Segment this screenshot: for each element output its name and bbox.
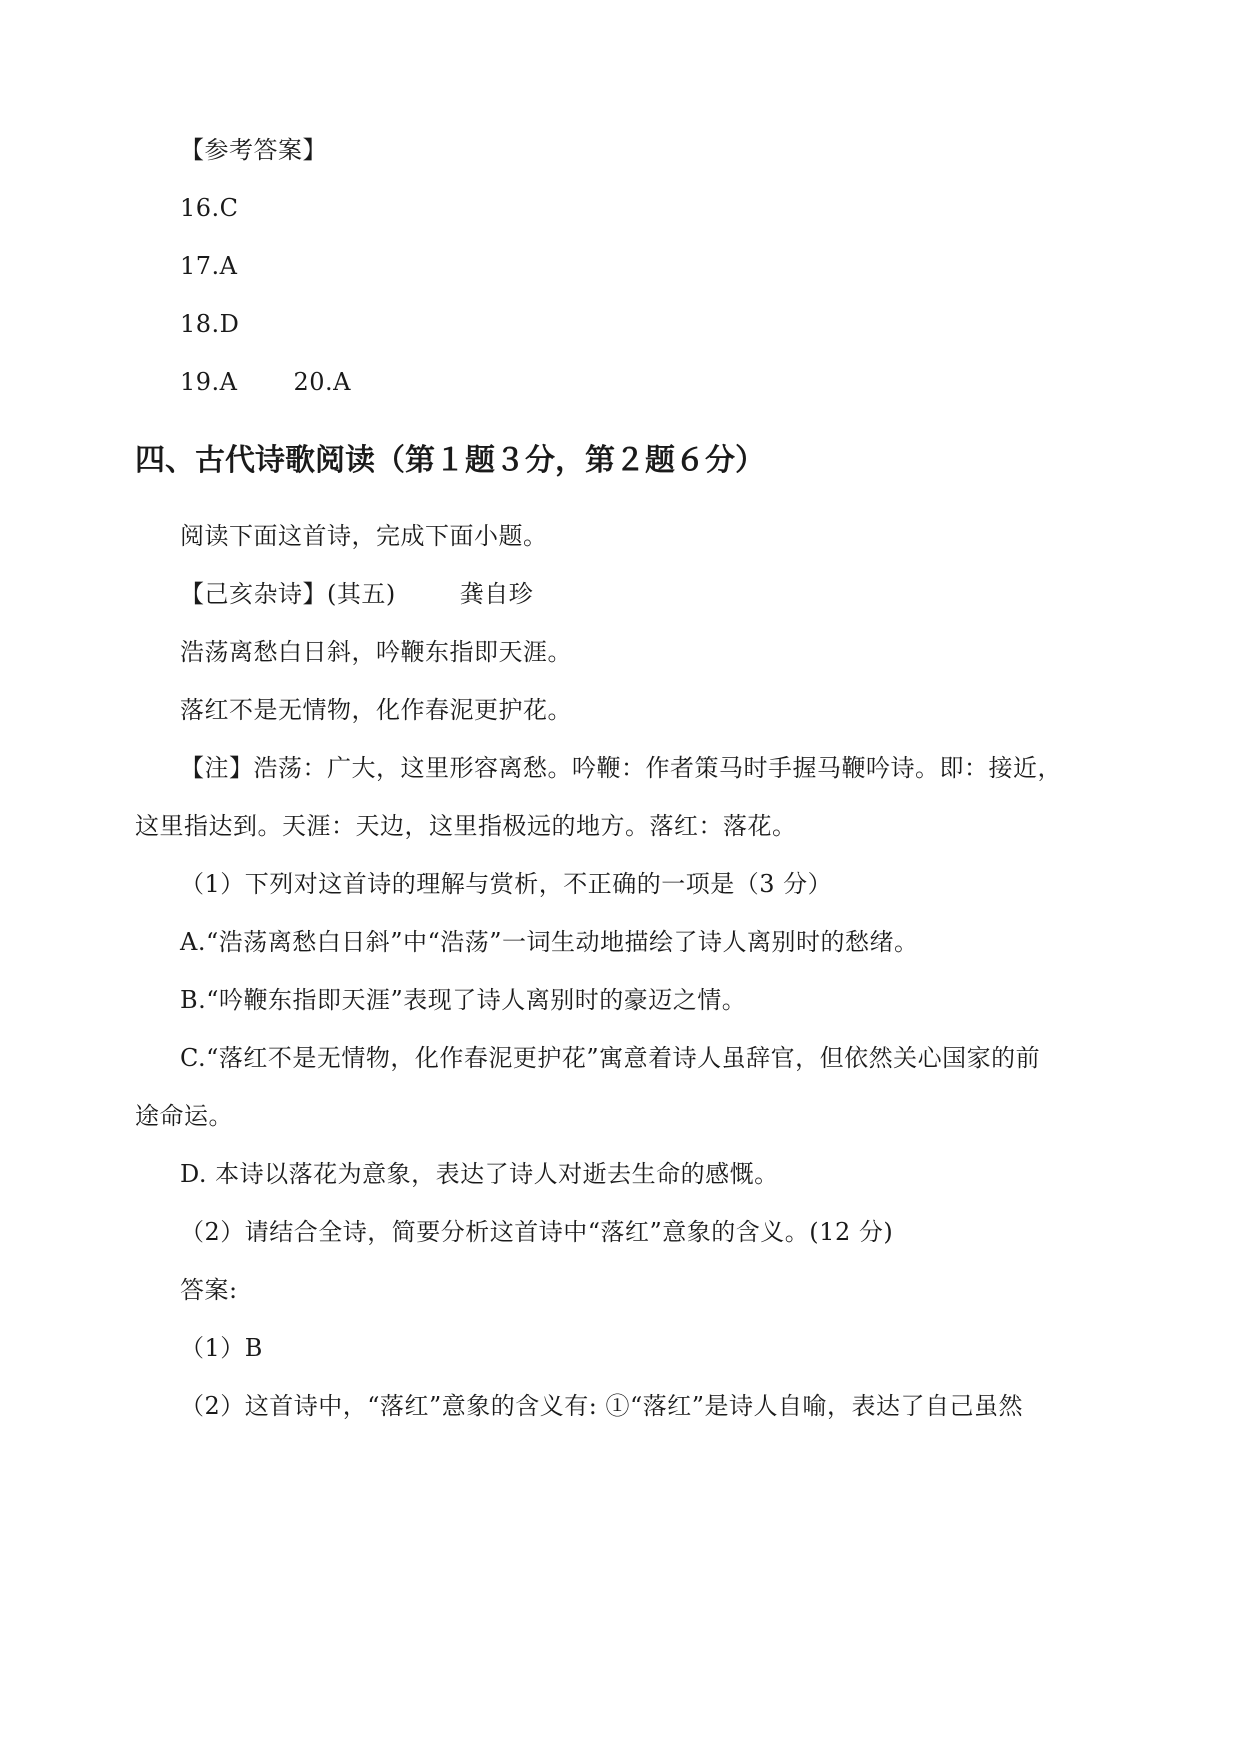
poem-title: 【己亥杂诗】(其五) bbox=[180, 580, 396, 608]
answer-18: 18.D bbox=[180, 310, 240, 338]
answer-17: 17.A bbox=[180, 252, 238, 280]
option-d: D. 本诗以落花为意象，表达了诗人对逝去生命的感慨。 bbox=[180, 1160, 779, 1188]
answer-20: 20.A bbox=[293, 368, 351, 396]
option-c-line-1: C.“落红不是无情物，化作春泥更护花”寓意着诗人虽辞官，但依然关心国家的前 bbox=[180, 1044, 1041, 1072]
poem-header bbox=[180, 578, 533, 610]
poem-author: 龚自珍 bbox=[459, 580, 534, 608]
option-a: A.“浩荡离愁白日斜”中“浩荡”一词生动地描绘了诗人离别时的愁绪。 bbox=[180, 928, 919, 956]
note-line-1: 【注】浩荡：广大，这里形容离愁。吟鞭：作者策马时手握马鞭吟诗。即：接近， bbox=[180, 754, 1062, 782]
note-line-2: 这里指达到。天涯：天边，这里指极远的地方。落红：落花。 bbox=[135, 812, 797, 840]
option-c-line-2: 途命运。 bbox=[135, 1102, 233, 1130]
answer-1: （1）B bbox=[180, 1334, 263, 1362]
section-heading: 四、古代诗歌阅读（第１题３分，第２题６分） bbox=[135, 443, 765, 478]
answer-19: 19.A bbox=[180, 368, 238, 396]
poem-line-2: 落红不是无情物，化作春泥更护花。 bbox=[180, 696, 572, 724]
answer-16: 16.C bbox=[180, 194, 239, 222]
answer-label: 答案: bbox=[180, 1276, 238, 1304]
instruction: 阅读下面这首诗，完成下面小题。 bbox=[180, 522, 548, 550]
answer-19-row bbox=[180, 366, 351, 398]
answer-key-title: 【参考答案】 bbox=[180, 136, 327, 164]
question-2: （2）请结合全诗，简要分析这首诗中“落红”意象的含义。(12 分) bbox=[180, 1218, 894, 1246]
question-1: （1）下列对这首诗的理解与赏析，不正确的一项是（3 分） bbox=[180, 870, 833, 898]
answer-2: （2）这首诗中，“落红”意象的含义有: ①“落红”是诗人自喻，表达了自己虽然 bbox=[180, 1392, 1024, 1420]
poem-line-1: 浩荡离愁白日斜，吟鞭东指即天涯。 bbox=[180, 638, 572, 666]
option-b: B.“吟鞭东指即天涯”表现了诗人离别时的豪迈之情。 bbox=[180, 986, 747, 1014]
